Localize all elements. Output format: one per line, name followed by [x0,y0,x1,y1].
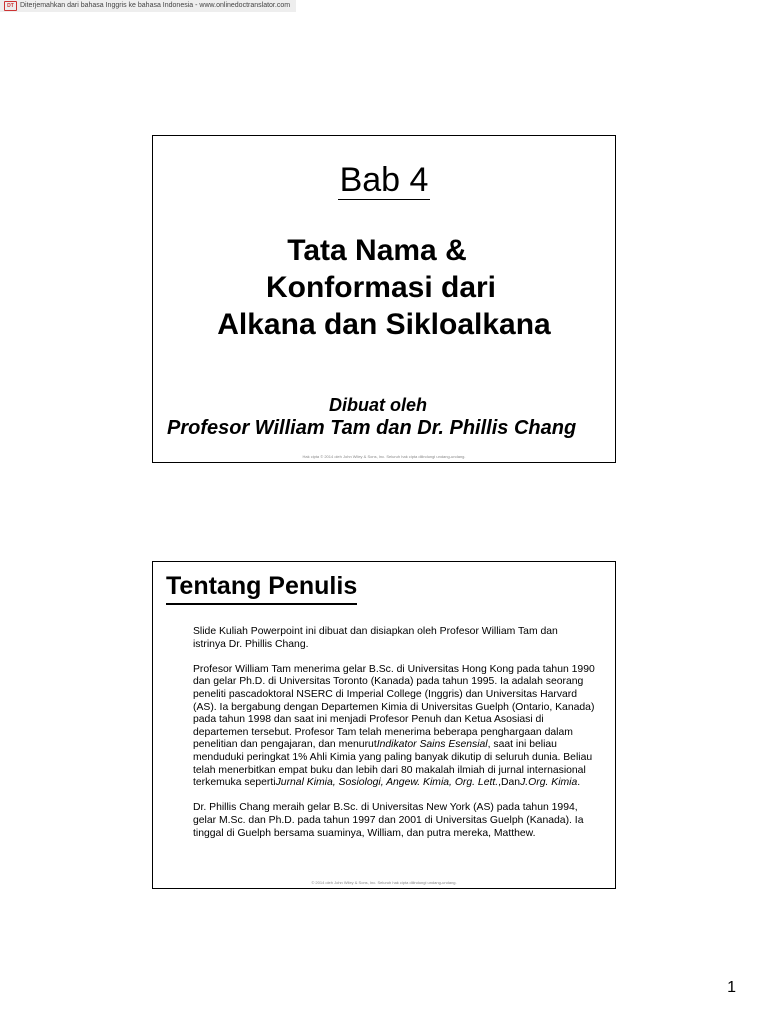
tam-bio-text-3: ,Dan [498,777,521,789]
title-line-1: Tata Nama & [287,234,467,267]
tam-bio-italic-3: J.Org. Kimia [520,777,578,789]
byline: Dibuat oleh [329,395,427,415]
authors: Profesor William Tam dan Dr. Phillis Chang [167,417,577,439]
tam-bio-text-2: , saat ini beliau menduduki peringkat 1% Ahli Kimia yang paling banyak dikutip di seluruh dunia. Beliau telah menerbitkan empat buku dan lebih dari 80 makalah ilmiah di jurnal internasional terkemuka seperti [193,739,593,789]
title-slide [152,135,616,463]
chang-bio-paragraph: Dr. Phillis Chang meraih gelar B.Sc. di Universitas New York (AS) pada tahun 1994, gelar M.Sc. dan Ph.D. pada tahun 1997 dan 2001 di Universitas Guelph (Kanada). Ia tinggal di Guelph bersama suaminya, William, dan putra mereka, Matthew. [193,802,584,839]
pdf-translator-logo-icon: DT [4,1,17,11]
tam-bio-italic-1: Indikator Sains Esensial [376,739,488,751]
intro-paragraph: Slide Kuliah Powerpoint ini dibuat dan disiapkan oleh Profesor William Tam dan istrinya Dr. Phillis Chang. [193,626,558,650]
slide2-body [193,626,601,853]
title-line-3: Alkana dan Sikloalkana [217,308,551,341]
slide1-copyright: Hak cipta © 2014 oleh John Wiley & Sons, Inc. Seluruh hak cipta dilindungi undang-undang. [302,454,466,459]
tam-bio-italic-2: Jurnal Kimia, Sosiologi, Angew. Kimia, Org. Lett. [275,777,499,789]
tam-bio-text-1: Profesor William Tam menerima gelar B.Sc. di Universitas Hong Kong pada tahun 1990 dan gelar Ph.D. di Universitas Toronto (Kanada) pada tahun 1995. Ia adalah seorang peneliti pascadoktoral NSERC di Imperial College (Inggris) dan Universitas Harvard (AS). Ia bergabung dengan Departemen Kimia di Universitas Guelph (Ontario, Kanada) pada tahun 1998 dan saat ini menjadi Profesor Penuh dan Ketua Asosiasi di departemen tersebut. Profesor Tam telah menerima beberapa penghargaan dalam penelitian dan pengajaran, dan menurut [193,663,595,751]
slide-title [153,232,615,343]
about-authors-slide [152,561,616,889]
page-number: 1 [727,979,736,996]
tam-bio-text-4: . [577,777,581,789]
translator-banner-text[interactable]: Diterjemahkan dari bahasa Inggris ke bahasa Indonesia - www.onlinedoctranslator.com [20,2,291,9]
title-line-2: Konformasi dari [265,271,497,304]
tam-bio-paragraph [193,664,601,790]
chapter-heading [153,160,615,200]
slide2-title: Tentang Penulis [166,570,357,605]
slide2-copyright: © 2014 oleh John Wiley & Sons, Inc. Seluruh hak cipta dilindungi undang-undang. [311,880,457,885]
chapter-label: Bab 4 [339,161,429,199]
translator-banner[interactable] [0,0,296,12]
